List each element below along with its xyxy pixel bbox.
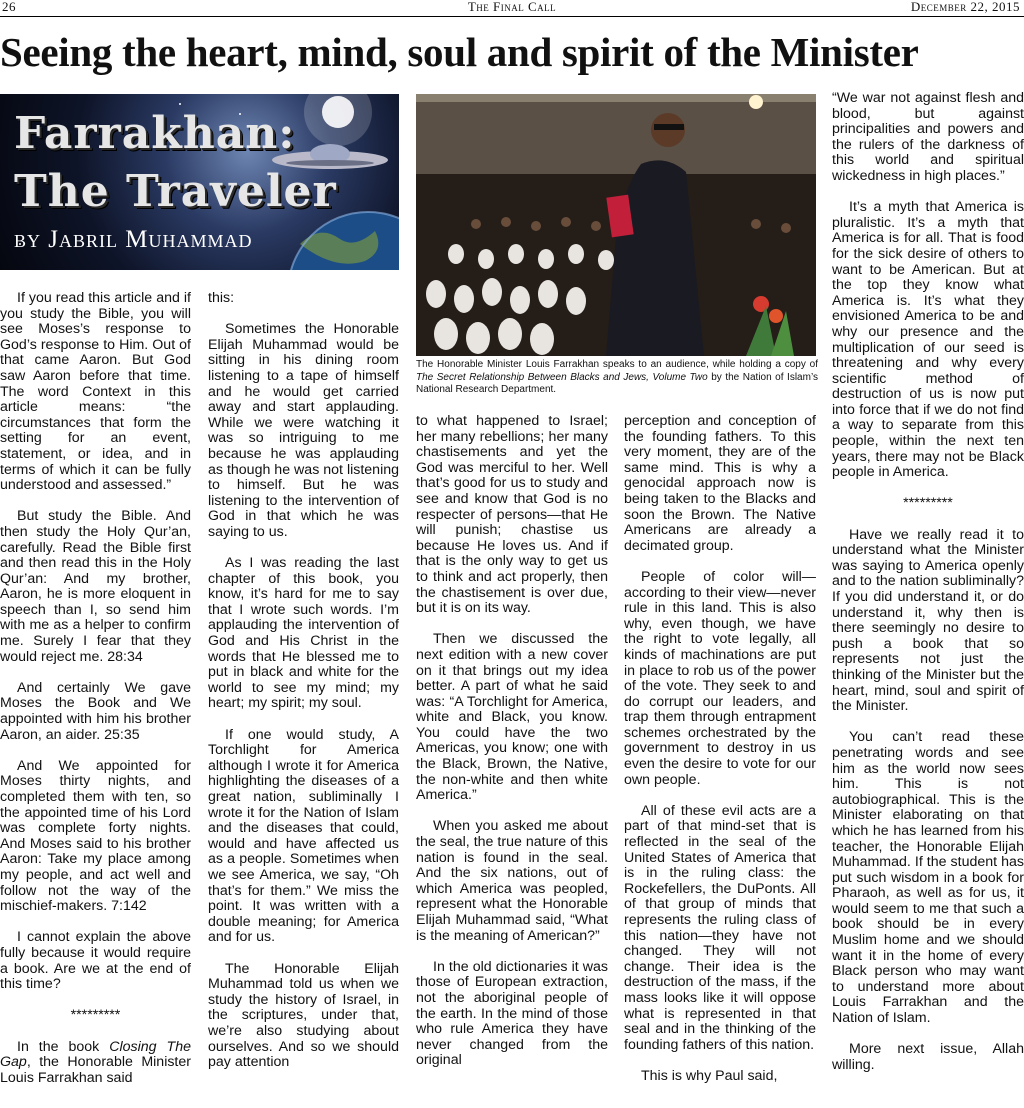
audience-photo-illustration [416, 94, 816, 356]
paragraph-continuation: to what happened to Israel; her many rebellions; her many chastisements and yet the God was merciful to her. Well that’s good for us to study and see and know that God is no respecter of persons—that He will punish; chastise us because He loves us. And if that is the only way to get us to think and act properly, then the chastisement is over due, but it is on its way. [416, 413, 608, 617]
paragraph-continuation: “We war not against flesh and blood, but against principalities and powers and the rulers of the darkness of this world and spiritual wickedness in high places.” [832, 90, 1024, 184]
paragraph: It’s a myth that America is pluralistic. It’s a myth that America is for all. That is food for the sick desire of others to want to be American. But at the top they know what America is. It’s what they envisioned America to be and why our presence and the multiplication of our seed is threatening and why every scientific method of destruction of us is now put into force that if we do not find a way to separate from this people, within the next ten years, there may not be Black people in America. [832, 199, 1024, 481]
caption-book-title: The Secret Relationship Between Blacks and Jews, Volume Two [416, 371, 708, 383]
book-title: Closing The Gap [0, 1038, 191, 1071]
paragraph [0, 1040, 191, 1087]
paragraph: More next issue, Allah willing. [832, 1041, 1024, 1073]
article-column-4 [624, 414, 816, 1100]
banner-byline: by Jabril Muhammad [14, 226, 253, 253]
paragraph: The Honorable Elijah Muhammad told us when we study the history of Israel, in the scriptures, under that, we’re also studying about ourselves. And so we should pay attention [208, 960, 399, 1071]
article-headline: Seeing the heart, mind, soul and spirit of the Minister [0, 29, 919, 75]
paragraph: Sometimes the Honorable Elijah Muhammad would be sitting in his dining room listening to a tape of himself and he would get carried away and start applauding. While we were watching it was so intriguing to me because he was applauding as though he was not listening to himself. But he was listening to the intervention of God in that which he was saying to us. [208, 321, 399, 540]
paragraph: Have we really read it to understand what the Minister was saying to America openly and to the nation subliminally? If you did understand it, or do understand it, why then is there seemingly no desire to push a book that so represents not just the thinking of the Minister but the heart, mind, soul and spirit of the Minister. [832, 526, 1024, 715]
paragraph: I cannot explain the above fully because it would require a book. Are we at the end of this time? [0, 929, 191, 993]
section-divider: ********* [903, 495, 953, 512]
paragraph: And We appointed for Moses thirty nights, and completed them with ten, so the appointed time of his Lord was complete forty nights. And Moses said to his brother Aaron: Take my place among my people, and act well and follow not the way of the mischief-makers. 7:142 [0, 757, 191, 915]
paragraph-text: In the book [17, 1038, 110, 1055]
paragraph: And certainly We gave Moses the Book and We appointed with him his brother Aaron, an aider. 25:35 [0, 679, 191, 743]
article-column-5 [832, 91, 1024, 1089]
paragraph: As I was reading the last chapter of this book, you know, it’s hard for me to say that I wrote such words. I’m applauding the intervention of God and His Christ in the words that He blessed me to put in black and white for the world to see my mind; my heart; my spirit; my soul. [208, 555, 399, 712]
paragraph: If you read this article and if you study the Bible, you will see Moses’s response to God’s response to Him. Out of that came Aaron. But God saw Aaron before that time. The word Context in this article means: “the circumstances that form the setting for an event, statement, or idea, and in terms of which it can be fully understood and assessed.” [0, 290, 191, 494]
speaker-photo [416, 94, 816, 356]
caption-text-end: by the Nation of Islam’s National Research Department. [416, 371, 818, 395]
paragraph: When you asked me about the seal, the true nature of this nation is found in the seal. And the six nations, out of which America was peopled, represent what the Honorable Elijah Muhammad said, “What is the meaning of American?” [416, 818, 608, 944]
paragraph: People of color will—according to their view—never rule in this land. This is also why, even though, we have the right to vote legally, all kinds of machinations are put in place to rob us of the power of the vote. They seek to and do corrupt our leaders, and trap them through entrapment schemes orchestrated by the government to destroy in us even the desire to vote for our own people. [624, 568, 816, 788]
paragraph: All of these evil acts are a part of that mind-set that is reflected in the seal of the United States of America that is in the ruling class: the Rockefellers, the DuPonts. All of that group of minds that represents the ruling class of this nation—they have not changed. They will not change. Their idea is the destruction of the mass, if the mass looks like it will oppose what is represented in that seal and in the thinking of the founding fathers of this nation. [624, 802, 816, 1053]
paragraph: This is why Paul said, [641, 1067, 778, 1084]
paragraph: But study the Bible. And then study the Holy Qur’an, carefully. Read the Bible first and then read this in the Holy Qur’an: And my brother, Aaron, he is more eloquent in speech than I, so send him with me as a helper to confirm me. Surely I fear that they would reject me. 28:34 [0, 508, 191, 665]
issue-date: December 22, 2015 [910, 0, 1020, 14]
article-column-2 [208, 291, 399, 1086]
paragraph: If one would study, A Torchlight for America although I wrote it for America highlighting the diseases of a great nation, subliminally I wrote it for the Nation of Islam and the diseases that could, would and have affected us as a people. Sometimes when we see America, we say, “Oh that’s for them.” We miss the point. It was written with a double meaning; for America and for us. [208, 726, 399, 946]
section-divider: ********* [70, 1007, 121, 1024]
paragraph-continuation: perception and conception of the founding fathers. To this very moment, they are of the same mind. This is why a genocidal approach now is being taken to the Blacks and soon the Brown. The Native Americans are already a decimated group. [624, 413, 816, 554]
paragraph: In the old dictionaries it was those of European extraction, not the aboriginal people of the earth. In the mind of those who rule America they have never changed from the original [416, 958, 608, 1069]
paragraph-continuation: this: [208, 290, 235, 306]
page-number: 26 [2, 0, 16, 14]
column-banner [0, 94, 399, 270]
article-column-3 [416, 414, 608, 1085]
paragraph: You can’t read these penetrating words and see him as the world now sees him. This is not autobiographical. This is the Minister elaborating on that which he has learned from his teacher, the Honorable Elijah Muhammad. If the student has put such wisdom in a book for Pharaoh, as well as for us, it would seem to me that such a book should be in every Muslim home and we should want it in the home of every Black person who may want to understand more about Louis Farrakhan and the Nation of Islam. [832, 729, 1024, 1027]
paragraph: Then we discussed the next edition with a new cover on it that brings out my idea better. A part of what he said was: “A Torchlight for America, white and Black, you know. You could have the two Americas, you know; one with the Black, Brown, the Native, the non-white and then white America.” [416, 631, 608, 804]
page-folio [0, 0, 1024, 17]
paragraph-text-end: , the Honorable Minister Louis Farrakhan said [0, 1054, 191, 1086]
caption-text: The Honorable Minister Louis Farrakhan speaks to an audience, while holding a copy of [416, 359, 818, 370]
publication-name: The Final Call [467, 0, 557, 14]
photo-caption [416, 359, 818, 397]
article-column-1 [0, 291, 191, 1102]
banner-title-line2: The Traveler [14, 166, 337, 217]
banner-title-line1: Farrakhan: [14, 108, 296, 159]
